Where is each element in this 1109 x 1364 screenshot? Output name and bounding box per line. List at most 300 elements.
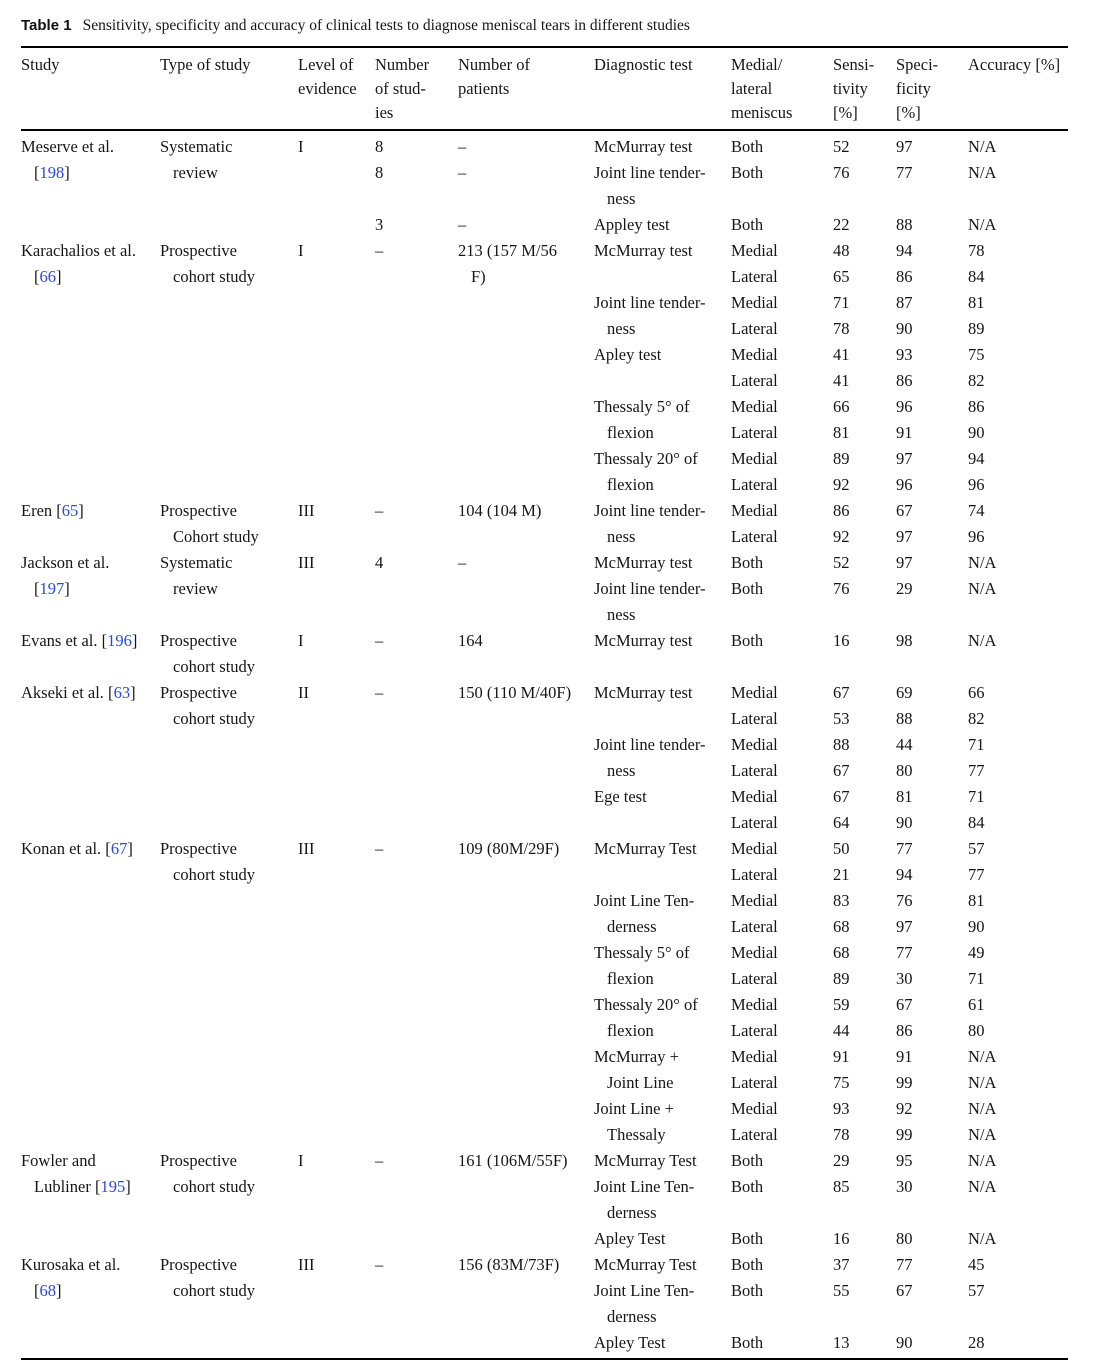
table-cell: 99	[896, 1073, 913, 1092]
table-cell: Prospective	[160, 1255, 237, 1274]
table-cell	[298, 1226, 375, 1252]
table-cell	[298, 524, 375, 550]
citation-link[interactable]: 195	[100, 1177, 126, 1196]
table-cell: Lateral	[731, 761, 778, 780]
table-cell	[458, 914, 594, 940]
table-row	[21, 706, 1068, 732]
table-cell: 8	[375, 137, 384, 156]
table-cell	[160, 1330, 298, 1356]
column-header-diagnostic-test: Diagnostic test	[594, 55, 693, 74]
table-cell	[458, 1070, 594, 1096]
table-cell	[458, 732, 594, 758]
table-cell: 97	[896, 527, 913, 546]
table-cell: 92	[896, 1099, 913, 1118]
table-cell	[298, 1122, 375, 1148]
table-cell: 90	[896, 319, 913, 338]
table-row	[21, 732, 1068, 758]
table-cell	[731, 1304, 833, 1330]
table-row	[21, 498, 1068, 524]
table-cell: 92	[833, 475, 850, 494]
table-cell	[298, 264, 375, 290]
table-cell: 68	[833, 943, 850, 962]
citation-link[interactable]: 196	[107, 631, 132, 650]
table-cell: 80	[896, 761, 913, 780]
table-cell	[160, 316, 298, 342]
table-cell	[375, 992, 458, 1018]
table-cell: 30	[896, 969, 913, 988]
table-cell	[458, 784, 594, 810]
table-cell	[298, 940, 375, 966]
table-cell	[594, 654, 731, 680]
table-cell	[160, 420, 298, 446]
table-cell	[375, 914, 458, 940]
table-cell: 77	[896, 839, 913, 858]
table-row	[21, 342, 1068, 368]
table-cell: 109 (80M/29F)	[458, 839, 560, 858]
table-cell: Both	[731, 1229, 764, 1248]
table-cell: Jackson et al.	[21, 553, 110, 572]
table-cell	[298, 446, 375, 472]
table-row	[21, 940, 1068, 966]
table-cell	[458, 966, 594, 992]
table-cell	[375, 1226, 458, 1252]
table-cell	[160, 1044, 298, 1070]
table-cell	[298, 1096, 375, 1122]
table-cell: III	[298, 1255, 315, 1274]
table-cell: 83	[833, 891, 850, 910]
table-cell	[21, 654, 160, 680]
table-cell: 91	[896, 423, 913, 442]
table-cell	[375, 446, 458, 472]
table-row	[21, 810, 1068, 836]
table-cell: Apley Test	[594, 1333, 666, 1352]
table-cell: 77	[896, 1255, 913, 1274]
table-cell	[896, 602, 968, 628]
table-cell: 71	[833, 293, 850, 312]
table-cell	[731, 654, 833, 680]
table-row	[21, 316, 1068, 342]
table-row	[21, 1044, 1068, 1070]
table-cell: 89	[833, 449, 850, 468]
table-cell	[968, 602, 1068, 628]
table-cell: 86	[968, 397, 985, 416]
table-body	[21, 131, 1068, 1360]
table-cell	[21, 602, 160, 628]
table-cell	[375, 1174, 458, 1200]
table-cell: 97	[896, 449, 913, 468]
table-cell: Thessaly 20° of	[594, 449, 698, 468]
table-cell	[458, 290, 594, 316]
citation-link[interactable]: 65	[61, 501, 79, 520]
table-cell	[298, 706, 375, 732]
table-cell: Medial	[731, 1099, 778, 1118]
table-cell: 8	[375, 163, 384, 182]
table-cell: 93	[896, 345, 913, 364]
table-cell: 77	[968, 761, 985, 780]
table-cell: Joint Line Ten-	[594, 1177, 695, 1196]
table-cell: flexion	[607, 475, 654, 494]
table-cell: 77	[968, 865, 985, 884]
table-cell: Medial	[731, 293, 778, 312]
table-cell: 76	[896, 891, 913, 910]
table-cell	[458, 602, 594, 628]
table-cell	[21, 342, 160, 368]
table-cell: Kurosaka et al.	[21, 1255, 121, 1274]
table-cell: Systematic	[160, 553, 233, 572]
table-cell: 80	[896, 1229, 913, 1248]
table-cell	[160, 368, 298, 394]
table-cell: Both	[731, 137, 764, 156]
table-cell: Both	[731, 1333, 764, 1352]
citation-link[interactable]: 67	[110, 839, 128, 858]
table-cell: Lateral	[731, 917, 778, 936]
table-cell	[375, 784, 458, 810]
table-cell: 49	[968, 943, 985, 962]
table-cell: Both	[731, 1151, 764, 1170]
table-cell	[458, 1174, 594, 1200]
table-cell	[375, 732, 458, 758]
table-cell	[21, 290, 160, 316]
table-row	[21, 576, 1068, 602]
table-cell: Evans et al. [196]	[21, 631, 138, 650]
table-cell: 64	[833, 813, 850, 832]
column-header-number-of-patients: Number of patients	[458, 55, 530, 98]
table-row	[21, 862, 1068, 888]
table-row	[21, 628, 1068, 654]
table-row	[21, 1278, 1068, 1304]
table-cell	[298, 342, 375, 368]
table-cell	[375, 1096, 458, 1122]
table-cell	[160, 1018, 298, 1044]
table-cell	[21, 524, 160, 550]
table-cell: –	[458, 215, 467, 234]
table-cell: 67	[896, 501, 913, 520]
table-cell: 67	[896, 1281, 913, 1300]
table-cell: –	[375, 631, 384, 650]
table-cell: –	[375, 1255, 384, 1274]
table-cell	[458, 706, 594, 732]
table-cell: N/A	[968, 631, 997, 650]
table-cell: 76	[833, 163, 850, 182]
table-cell	[298, 602, 375, 628]
table-cell	[458, 576, 594, 602]
table-cell: –	[375, 1151, 384, 1170]
table-row	[21, 680, 1068, 706]
table-cell	[160, 446, 298, 472]
table-cell: Fowler and	[21, 1151, 96, 1170]
table-cell	[160, 472, 298, 498]
table-cell	[298, 1330, 375, 1356]
table-cell: 37	[833, 1255, 850, 1274]
table-caption	[21, 15, 1068, 37]
table-cell: review	[173, 579, 218, 598]
table-cell: Konan et al. [67]	[21, 839, 133, 858]
table-cell: 84	[968, 813, 985, 832]
table-cell	[458, 342, 594, 368]
table-cell: III	[298, 501, 315, 520]
table-cell: Both	[731, 1177, 764, 1196]
table-cell	[458, 654, 594, 680]
citation-link[interactable]: 197	[39, 579, 65, 598]
table-cell	[594, 810, 731, 836]
table-cell: N/A	[968, 137, 997, 156]
table-cell: 57	[968, 1281, 985, 1300]
table-row	[21, 290, 1068, 316]
table-cell	[21, 368, 160, 394]
table-cell: 41	[833, 345, 850, 364]
table-cell	[375, 654, 458, 680]
citation-link[interactable]: 63	[113, 683, 131, 702]
table-cell: 4	[375, 553, 384, 572]
table-cell: N/A	[968, 553, 997, 572]
table-cell: cohort study	[173, 657, 256, 676]
table-cell: 77	[896, 943, 913, 962]
table-row	[21, 160, 1068, 186]
table-cell	[298, 914, 375, 940]
table-cell	[458, 1018, 594, 1044]
table-cell	[458, 186, 594, 212]
table-cell	[160, 342, 298, 368]
table-cell: 104 (104 M)	[458, 501, 542, 520]
table-cell: 28	[968, 1333, 985, 1352]
table-cell: flexion	[607, 1021, 654, 1040]
table-cell	[594, 706, 731, 732]
table-cell: 94	[896, 241, 913, 260]
table-cell: Apley test	[594, 345, 662, 364]
table-row	[21, 1252, 1068, 1278]
table-cell: McMurray test	[594, 631, 693, 650]
table-cell: Lateral	[731, 267, 778, 286]
table-cell: 71	[968, 969, 985, 988]
table-cell	[298, 576, 375, 602]
table-cell: 67	[833, 683, 850, 702]
table-cell: 16	[833, 631, 850, 650]
table-cell: McMurray test	[594, 241, 693, 260]
table-cell: Meserve et al.	[21, 137, 114, 156]
table-cell	[160, 602, 298, 628]
table-cell: Joint line tender-	[594, 501, 706, 520]
citation-link[interactable]: 198	[39, 163, 65, 182]
table-cell	[458, 1096, 594, 1122]
table-cell	[458, 394, 594, 420]
table-cell: Medial	[731, 943, 778, 962]
table-cell: 76	[833, 579, 850, 598]
table-cell: ness	[607, 605, 636, 624]
table-cell	[298, 784, 375, 810]
table-cell: [68]	[34, 1281, 62, 1300]
table-cell	[375, 186, 458, 212]
table-cell: 97	[896, 137, 913, 156]
table-cell: 85	[833, 1177, 850, 1196]
table-cell	[375, 394, 458, 420]
table-cell	[298, 368, 375, 394]
table-cell	[375, 758, 458, 784]
table-cell	[375, 940, 458, 966]
table-cell: Medial	[731, 735, 778, 754]
table-cell: ness	[607, 761, 636, 780]
table-cell: 81	[968, 891, 985, 910]
table-cell	[298, 420, 375, 446]
table-cell: 86	[896, 1021, 913, 1040]
table-cell: Lateral	[731, 1073, 778, 1092]
table-cell	[160, 1200, 298, 1226]
table-cell: 91	[896, 1047, 913, 1066]
table-cell: Cohort study	[173, 527, 259, 546]
column-header-sensitivity: Sensi- tivity [%]	[833, 55, 875, 122]
table-cell: Both	[731, 163, 764, 182]
table-cell	[298, 394, 375, 420]
table-cell	[160, 212, 298, 238]
table-cell: Systematic	[160, 137, 233, 156]
table-cell	[160, 784, 298, 810]
table-cell: N/A	[968, 579, 997, 598]
table-cell: 81	[833, 423, 850, 442]
table-cell	[375, 602, 458, 628]
table-cell: 48	[833, 241, 850, 260]
table-cell: cohort study	[173, 1281, 256, 1300]
table-cell: 74	[968, 501, 985, 520]
table-cell	[375, 576, 458, 602]
table-cell	[160, 394, 298, 420]
table-cell: Lateral	[731, 527, 778, 546]
table-cell	[160, 888, 298, 914]
table-cell	[21, 784, 160, 810]
table-cell	[21, 966, 160, 992]
table-cell: 93	[833, 1099, 850, 1118]
table-cell: 22	[833, 215, 850, 234]
table-cell: –	[375, 683, 384, 702]
table-cell: 78	[833, 319, 850, 338]
table-cell: 88	[833, 735, 850, 754]
table-cell	[21, 992, 160, 1018]
table-cell: ness	[607, 319, 636, 338]
table-cell: N/A	[968, 1177, 997, 1196]
table-cell	[21, 810, 160, 836]
table-cell	[21, 1070, 160, 1096]
table-cell: 44	[833, 1021, 850, 1040]
table-cell	[458, 446, 594, 472]
table-cell	[21, 1226, 160, 1252]
table-cell	[298, 862, 375, 888]
table-cell	[375, 862, 458, 888]
column-header-accuracy: Accuracy [%]	[968, 55, 1061, 74]
table-cell: Prospective	[160, 839, 237, 858]
table-cell: Medial	[731, 397, 778, 416]
table-cell	[298, 1070, 375, 1096]
table-cell	[833, 654, 896, 680]
table-cell: Karachalios et al.	[21, 241, 136, 260]
table-cell	[458, 1304, 594, 1330]
table-cell: 86	[896, 371, 913, 390]
table-cell: Eren [65]	[21, 501, 84, 520]
table-cell: Joint line tender-	[594, 293, 706, 312]
table-row	[21, 446, 1068, 472]
column-header-level-of-evidence: Level of evidence	[298, 55, 357, 98]
table-cell: [66]	[34, 267, 62, 286]
table-row	[21, 836, 1068, 862]
table-cell: 66	[833, 397, 850, 416]
table-cell	[21, 914, 160, 940]
table-row	[21, 212, 1068, 238]
table-cell: Joint line tender-	[594, 579, 706, 598]
table-cell: 213 (157 M/56	[458, 241, 557, 260]
table-cell: 81	[896, 787, 913, 806]
table-cell: 75	[833, 1073, 850, 1092]
table-cell: 92	[833, 527, 850, 546]
table-cell	[21, 1304, 160, 1330]
table-cell: N/A	[968, 1151, 997, 1170]
data-table	[21, 46, 1068, 1360]
table-cell: 67	[896, 995, 913, 1014]
table-cell	[21, 940, 160, 966]
table-cell	[21, 758, 160, 784]
citation-link[interactable]: 66	[39, 267, 56, 286]
table-cell: II	[298, 683, 309, 702]
table-row	[21, 966, 1068, 992]
table-cell: Both	[731, 1281, 764, 1300]
table-cell: I	[298, 241, 304, 260]
table-cell: Akseki et al. [63]	[21, 683, 136, 702]
table-cell: 98	[896, 631, 913, 650]
table-row	[21, 1070, 1068, 1096]
table-cell	[458, 862, 594, 888]
citation-link[interactable]: 68	[39, 1281, 56, 1300]
table-cell	[298, 1304, 375, 1330]
table-cell	[160, 732, 298, 758]
table-row	[21, 524, 1068, 550]
table-cell: 156 (83M/73F)	[458, 1255, 560, 1274]
table-cell	[21, 1018, 160, 1044]
table-cell	[375, 524, 458, 550]
table-cell: Thessaly 5° of	[594, 397, 690, 416]
table-cell: review	[173, 163, 218, 182]
table-cell	[375, 1200, 458, 1226]
table-cell: 96	[896, 397, 913, 416]
table-cell: 89	[833, 969, 850, 988]
table-cell: 78	[968, 241, 985, 260]
table-cell: 88	[896, 215, 913, 234]
table-caption-label: Table 1	[21, 17, 72, 34]
table-cell: Both	[731, 553, 764, 572]
table-cell	[21, 1122, 160, 1148]
table-cell: McMurray test	[594, 137, 693, 156]
table-cell: Lateral	[731, 1125, 778, 1144]
table-cell	[458, 316, 594, 342]
table-cell: 52	[833, 137, 850, 156]
table-cell: 161 (106M/55F)	[458, 1151, 568, 1170]
table-cell: ness	[607, 527, 636, 546]
table-cell	[968, 1200, 1068, 1226]
table-cell	[298, 966, 375, 992]
table-cell	[896, 1200, 968, 1226]
table-cell: 29	[896, 579, 913, 598]
table-cell: 50	[833, 839, 850, 858]
table-cell	[896, 1304, 968, 1330]
table-cell: Prospective	[160, 241, 237, 260]
column-header-number-of-studies: Number of stud- ies	[375, 55, 430, 122]
table-cell	[298, 1174, 375, 1200]
table-cell	[896, 654, 968, 680]
table-cell	[968, 654, 1068, 680]
table-cell	[375, 1070, 458, 1096]
column-header-medial-lateral-meniscus: Medial/ lateral meniscus	[731, 55, 793, 122]
table-cell: N/A	[968, 1047, 997, 1066]
table-row	[21, 1174, 1068, 1200]
table-cell	[833, 186, 896, 212]
table-cell	[458, 888, 594, 914]
table-cell: McMurray test	[594, 683, 693, 702]
table-cell: 44	[896, 735, 913, 754]
